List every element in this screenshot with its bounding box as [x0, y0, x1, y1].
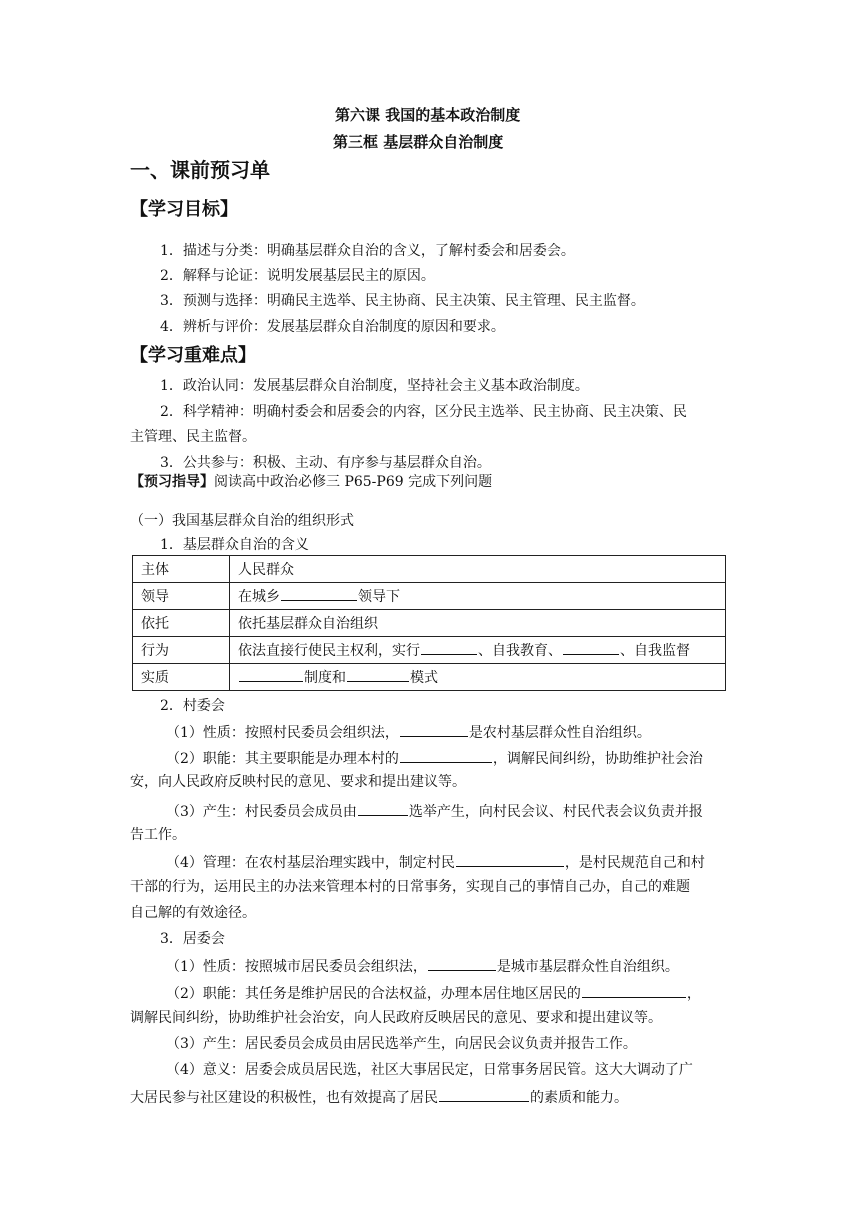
village-function: [166, 748, 703, 768]
text-span: （2）职能：其任务是维护居民的合法权益，办理本居住地区居民的: [166, 986, 581, 1002]
sub1-heading: 1．基层群众自治的含义: [160, 537, 309, 553]
part1-heading: 一、课前预习单: [130, 158, 270, 182]
village-function-cont: 安，向人民政府反映村民的意见、要求和提出建议等。: [130, 774, 466, 790]
table-row: [133, 556, 726, 583]
text-span: 选举产生，向村民会议、村民代表会议负责并报: [408, 804, 703, 820]
keypoint-item: 3．公共参与：积极、主动、有序参与基层群众自治。: [160, 455, 491, 471]
text-span: 是城市基层群众性自治组织。: [496, 959, 679, 975]
definition-table: [132, 555, 726, 691]
cell-text: 在城乡: [238, 589, 280, 605]
text-span: ，: [686, 986, 701, 1002]
village-management-cont: 自己解的有效途径。: [130, 905, 256, 921]
cell-text: 、自我教育、: [478, 643, 562, 659]
cell-text: 制度和: [304, 670, 346, 686]
village-management-cont: 干部的行为，运用民主的办法来管理本村的日常事务，实现自己的事情自己办，自己的难题: [130, 879, 690, 895]
preview-guide: [130, 473, 492, 491]
text-span: （1）性质：按照村民委员会组织法，: [166, 725, 399, 741]
table-cell-value: [230, 610, 726, 637]
cell-text: 依法直接行使民主权利，实行: [238, 643, 420, 659]
village-origin: [166, 801, 703, 821]
fill-blank[interactable]: [421, 640, 477, 655]
resident-function: [166, 983, 701, 1003]
keypoint-item: 1．政治认同：发展基层群众自治制度，坚持社会主义基本政治制度。: [160, 378, 589, 394]
table-row: [133, 610, 726, 637]
resident-nature: [166, 956, 679, 976]
table-row: [133, 664, 726, 691]
text-span: （1）性质：按照城市居民委员会组织法，: [166, 959, 427, 975]
table-cell-key: 依托: [133, 610, 230, 637]
cell-text: 模式: [410, 670, 438, 686]
village-management: [166, 852, 705, 872]
objective-item: 3．预测与选择：明确民主选举、民主协商、民主决策、民主管理、民主监督。: [160, 293, 645, 309]
table-cell-key: 主体: [133, 556, 230, 583]
cell-text: 人民群众: [238, 562, 294, 578]
cell-text: 、自我监督: [620, 643, 690, 659]
fill-blank[interactable]: [563, 640, 619, 655]
table-cell-value: [230, 556, 726, 583]
fill-blank[interactable]: [456, 852, 564, 867]
fill-blank[interactable]: [358, 801, 408, 816]
cell-text: 依托基层群众自治组织: [238, 616, 378, 632]
table-cell-key: 行为: [133, 637, 230, 664]
fill-blank[interactable]: [439, 1087, 529, 1102]
sub3-heading: 3．居委会: [160, 931, 225, 947]
text-span: 的素质和能力。: [530, 1090, 628, 1106]
fill-blank[interactable]: [582, 983, 686, 998]
table-cell-key: 实质: [133, 664, 230, 691]
objective-item: 4．辨析与评价：发展基层群众自治制度的原因和要求。: [160, 319, 505, 335]
keypoint-item-cont: 主管理、民主监督。: [130, 429, 256, 445]
fill-blank[interactable]: [428, 956, 496, 971]
text-span: （2）职能：其主要职能是办理本村的: [166, 751, 399, 767]
village-nature: [166, 722, 651, 742]
section-title: 第三框 基层群众自治制度: [333, 133, 504, 151]
table-cell-key: 领导: [133, 583, 230, 610]
text-span: 是农村基层群众性自治组织。: [468, 725, 651, 741]
guide-label: 【预习指导】: [130, 474, 214, 490]
section1-heading: （一）我国基层群众自治的组织形式: [130, 513, 354, 529]
village-origin-cont: 告工作。: [130, 827, 186, 843]
text-span: ，是村民规范自己和村: [564, 855, 705, 871]
objective-item: 2．解释与论证：说明发展基层民主的原因。: [160, 268, 435, 284]
lesson-title: 第六课 我国的基本政治制度: [335, 106, 521, 124]
table-cell-value: [230, 664, 726, 691]
fill-blank[interactable]: [400, 722, 468, 737]
guide-text: 阅读高中政治必修三 P65-P69 完成下列问题: [214, 474, 493, 490]
text-span: 大居民参与社区建设的积极性，也有效提高了居民: [130, 1090, 438, 1106]
keypoint-item: 2．科学精神：明确村委会和居委会的内容，区分民主选举、民主协商、民主决策、民: [160, 404, 687, 420]
resident-origin: （3）产生：居民委员会成员由居民选举产生，向居民会议负责并报告工作。: [166, 1036, 637, 1052]
text-span: （4）管理：在农村基层治理实践中，制定村民: [166, 855, 455, 871]
fill-blank[interactable]: [281, 586, 357, 601]
resident-significance: （4）意义：居委会成员居民选，社区大事居民定，日常事务居民管。这大大调动了广: [166, 1062, 693, 1078]
resident-significance-cont: [130, 1087, 628, 1107]
table-row: [133, 583, 726, 610]
fill-blank[interactable]: [347, 667, 409, 682]
resident-function-cont: 调解民间纠纷，协助维护社会治安，向人民政府反映居民的意见、要求和提出建议等。: [130, 1010, 662, 1026]
keypoints-heading: 【学习重难点】: [130, 345, 256, 366]
objectives-heading: 【学习目标】: [130, 199, 238, 220]
text-span: （3）产生：村民委员会成员由: [166, 804, 357, 820]
table-row: [133, 637, 726, 664]
text-span: ，调解民间纠纷，协助维护社会治: [492, 751, 703, 767]
table-cell-value: [230, 637, 726, 664]
objective-item: 1．描述与分类：明确基层群众自治的含义，了解村委会和居委会。: [160, 243, 575, 259]
fill-blank[interactable]: [239, 667, 303, 682]
fill-blank[interactable]: [400, 748, 492, 763]
sub2-heading: 2．村委会: [160, 698, 225, 714]
table-cell-value: [230, 583, 726, 610]
cell-text: 领导下: [358, 589, 400, 605]
